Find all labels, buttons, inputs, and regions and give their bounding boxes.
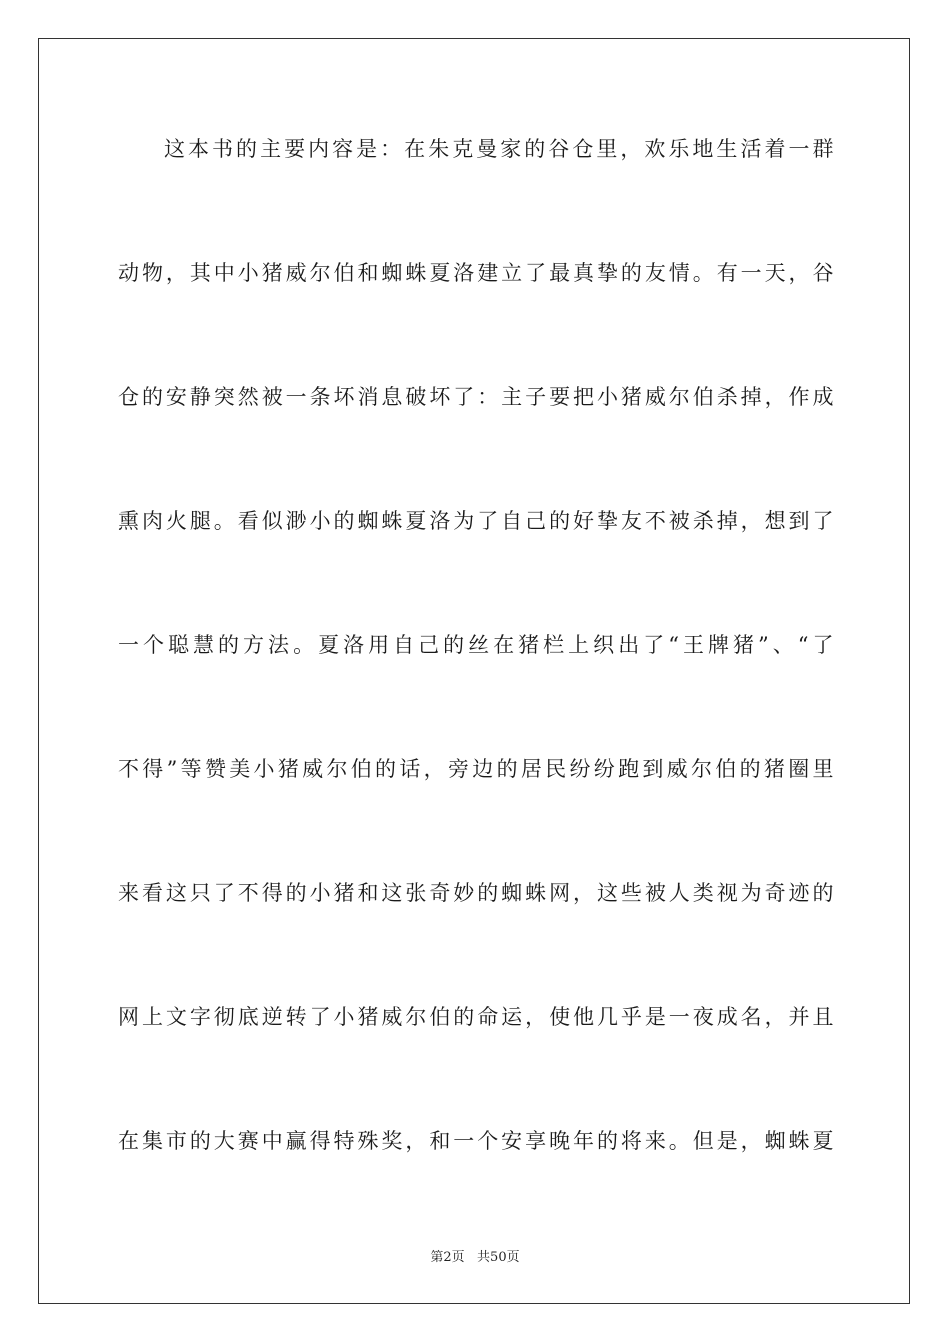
- paragraph-line-3: 仓的安静突然被一条坏消息破坏了：主子要把小猪威尔伯杀掉，作成: [118, 385, 834, 409]
- paragraph-line-9: 在集市的大赛中赢得特殊奖，和一个安享晚年的将来。但是，蜘蛛夏: [118, 1129, 834, 1153]
- page-border: [38, 38, 910, 1304]
- paragraph-line-1: 这本书的主要内容是：在朱克曼家的谷仓里，欢乐地生活着一群: [164, 137, 834, 161]
- paragraph-line-7: 来看这只了不得的小猪和这张奇妙的蜘蛛网，这些被人类视为奇迹的: [118, 881, 834, 905]
- paragraph-line-2: 动物，其中小猪威尔伯和蜘蛛夏洛建立了最真挚的友情。有一天，谷: [118, 261, 834, 285]
- paragraph-line-4: 熏肉火腿。看似渺小的蜘蛛夏洛为了自己的好挚友不被杀掉，想到了: [118, 509, 834, 533]
- paragraph-line-5: 一个聪慧的方法。夏洛用自己的丝在猪栏上织出了“王牌猪”、“了: [118, 633, 834, 657]
- paragraph-line-6: 不得”等赞美小猪威尔伯的话，旁边的居民纷纷跑到威尔伯的猪圈里: [118, 757, 834, 781]
- page-number: 第2页 共50页: [430, 1250, 520, 1265]
- paragraph-line-8: 网上文字彻底逆转了小猪威尔伯的命运，使他几乎是一夜成名，并且: [118, 1005, 834, 1029]
